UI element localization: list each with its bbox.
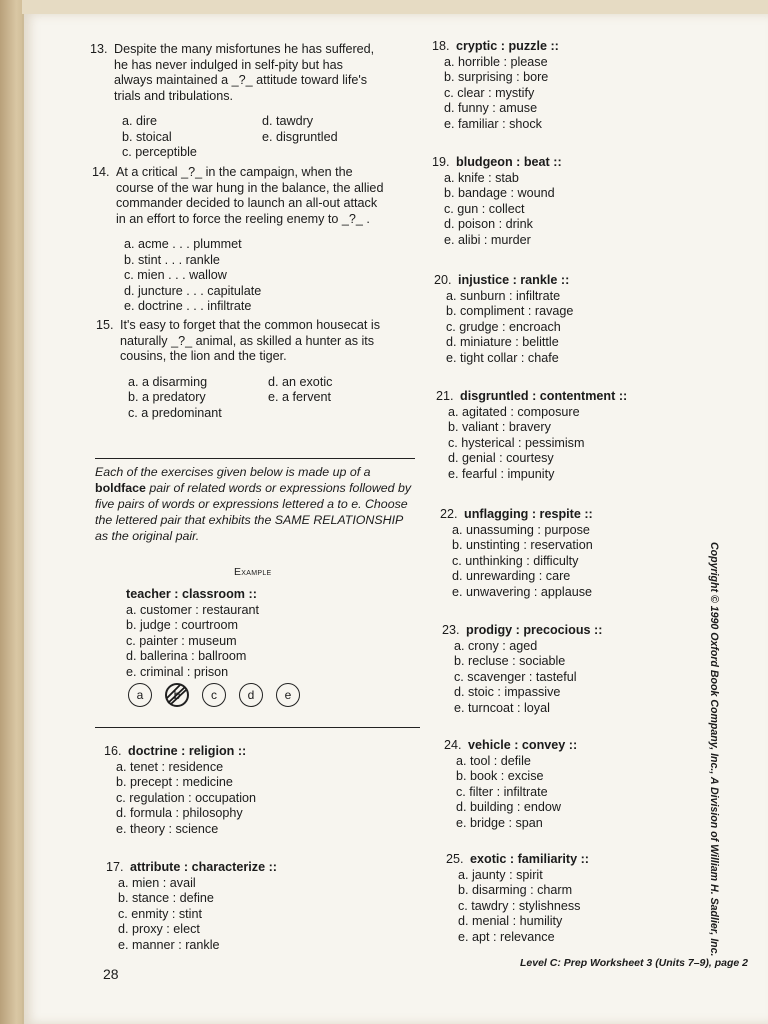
option: e. criminal : prison — [126, 664, 229, 679]
page-number: 28 — [103, 966, 119, 982]
bubble-letter: a — [136, 688, 144, 702]
option: e. unwavering : applause — [452, 584, 593, 599]
option: b. bandage : wound — [444, 186, 555, 200]
option: c. clear : mystify — [444, 85, 535, 100]
option: c. regulation : occupation — [116, 790, 257, 805]
option: d. building : endow — [456, 800, 562, 814]
instructions-text: pair of related words or expressions followed by five pairs of words or expressions lettered a to e. Choose the lettered pair that exhibits the SAME RELATIONSHIP as the original pair. — [95, 481, 412, 543]
analogy-pair: exotic : familiarity :: — [470, 852, 589, 866]
option: c. tawdry : stylishness — [458, 898, 581, 913]
analogy-instructions — [95, 464, 415, 544]
analogy-head — [444, 738, 704, 754]
section-divider — [95, 458, 415, 459]
option: b. disarming : charm — [458, 883, 573, 897]
option: c. painter : museum — [126, 633, 237, 648]
option: b. valiant : bravery — [448, 420, 551, 434]
analogy-head — [104, 744, 364, 760]
option: b. book : excise — [456, 769, 544, 783]
question-21 — [436, 389, 706, 482]
question-number: 13. — [90, 42, 108, 56]
option: c. filter : infiltrate — [456, 784, 548, 799]
question-number: 17. — [106, 860, 124, 874]
bubble-letter: d — [247, 688, 255, 702]
question-17 — [106, 860, 366, 953]
option: e. doctrine . . . infiltrate — [124, 299, 252, 313]
option: e. tight collar : chafe — [446, 350, 559, 365]
option: d. formula : philosophy — [116, 806, 243, 820]
option: a. knife : stab — [444, 170, 519, 185]
option: e. apt : relevance — [458, 929, 555, 944]
stem-line: commander decided to launch an all-out attack — [116, 196, 378, 210]
option: a. tenet : residence — [116, 759, 224, 774]
question-number: 16. — [104, 744, 122, 758]
option: d. stoic : impassive — [454, 685, 561, 699]
answer-options — [446, 868, 706, 946]
option: e. turncoat : loyal — [454, 700, 550, 715]
answer-options — [440, 523, 710, 601]
option: c. scavenger : tasteful — [454, 669, 577, 684]
analogy-head — [440, 507, 710, 523]
answer-options — [90, 114, 410, 161]
stem-line: in an effort to force the reeling enemy to _?_ . — [116, 211, 370, 226]
question-19 — [432, 155, 692, 248]
analogy-pair: attribute : characterize :: — [130, 860, 277, 874]
analogy-pair: prodigy : precocious :: — [466, 623, 603, 637]
question-23 — [442, 623, 712, 716]
question-15 — [96, 318, 416, 421]
pencil-mark-icon — [165, 683, 189, 707]
option: a. tool : defile — [456, 753, 531, 768]
stem-line: naturally _?_ animal, as skilled a hunter as its — [120, 333, 375, 348]
question-number: 22. — [440, 507, 458, 521]
analogy-head — [434, 273, 694, 289]
question-14 — [92, 165, 412, 315]
question-22 — [440, 507, 710, 600]
page-footer: Level C: Prep Worksheet 3 (Units 7–9), page 2 — [520, 957, 748, 969]
option: e. alibi : murder — [444, 232, 531, 247]
answer-options — [104, 760, 364, 838]
example-analogy — [126, 587, 376, 680]
question-number: 14. — [92, 165, 110, 179]
answer-options — [96, 375, 416, 422]
question-stem — [90, 42, 410, 104]
option: d. an exotic — [268, 374, 333, 389]
stem-line: Despite the many misfortunes he has suffered, — [114, 42, 375, 56]
analogy-head — [446, 852, 706, 868]
option — [268, 406, 408, 422]
stem-line: he has never indulged in self-pity but has — [114, 57, 343, 72]
section-divider — [95, 727, 420, 728]
answer-options — [106, 876, 366, 954]
analogy-pair: disgruntled : contentment :: — [460, 389, 628, 403]
copyright-notice: Copyright © 1990 Oxford Book Company, Inc., A Division of William H. Sadlier, Inc. — [708, 542, 720, 957]
bubble-e[interactable] — [276, 683, 300, 707]
analogy-head — [106, 860, 366, 876]
question-number: 18. — [432, 39, 450, 53]
stem-line: always maintained a _?_ attitude toward life's — [114, 73, 368, 87]
option: b. a predatory — [128, 390, 206, 404]
question-13 — [90, 42, 410, 161]
question-16 — [104, 744, 364, 837]
answer-options — [432, 171, 692, 249]
example-options — [126, 603, 376, 681]
option: c. mien . . . wallow — [124, 268, 227, 282]
question-number: 24. — [444, 738, 462, 752]
option: e. theory : science — [116, 821, 219, 836]
analogy-head — [432, 39, 692, 55]
option: c. a predominant — [128, 405, 222, 420]
analogy-pair: vehicle : convey :: — [468, 738, 578, 752]
option: e. familiar : shock — [444, 116, 542, 131]
option: b. surprising : bore — [444, 70, 549, 84]
question-20 — [434, 273, 694, 366]
option: c. unthinking : difficulty — [452, 553, 579, 568]
bubble-letter: e — [284, 688, 292, 702]
bubble-d[interactable] — [239, 683, 263, 707]
option: a. acme . . . plummet — [124, 237, 242, 251]
option: a. sunburn : infiltrate — [446, 288, 561, 303]
option: d. proxy : elect — [118, 922, 200, 936]
instructions-text: Each of the exercises given below is made up of a — [95, 465, 371, 479]
option: b. compliment : ravage — [446, 304, 574, 318]
stem-line: At a critical _?_ in the campaign, when the — [116, 165, 353, 179]
option: d. poison : drink — [444, 217, 533, 231]
bubble-letter: c — [211, 688, 217, 702]
question-stem — [92, 165, 412, 227]
answer-options — [92, 237, 412, 315]
option: d. ballerina : ballroom — [126, 649, 247, 663]
option: a. agitated : composure — [448, 404, 580, 419]
option: a. unassuming : purpose — [452, 522, 590, 537]
option: d. tawdry — [262, 114, 314, 128]
option: e. disgruntled — [262, 129, 338, 144]
analogy-pair: cryptic : puzzle :: — [456, 39, 559, 53]
question-24 — [444, 738, 704, 831]
option: a. mien : avail — [118, 875, 196, 890]
answer-options — [442, 639, 712, 717]
analogy-pair: doctrine : religion :: — [128, 744, 247, 758]
analogy-pair: bludgeon : beat :: — [456, 155, 562, 169]
option: c. perceptible — [122, 145, 197, 159]
page-top-edge — [22, 0, 768, 14]
answer-options — [436, 405, 706, 483]
question-stem — [96, 318, 416, 365]
option: e. a fervent — [268, 390, 332, 404]
bubble-c[interactable] — [202, 683, 226, 707]
bubble-b-marked[interactable] — [165, 683, 189, 707]
option: b. precept : medicine — [116, 775, 233, 789]
option: b. unstinting : reservation — [452, 538, 593, 552]
option: d. funny : amuse — [444, 101, 538, 115]
instructions-boldface: boldface — [95, 481, 146, 495]
question-number: 15. — [96, 318, 114, 332]
analogy-pair: injustice : rankle :: — [458, 273, 570, 287]
option: e. bridge : span — [456, 815, 543, 830]
stem-line: course of the war hung in the balance, the allied — [116, 180, 384, 195]
option: d. unrewarding : care — [452, 569, 571, 583]
question-number: 19. — [432, 155, 450, 169]
question-18 — [432, 39, 692, 132]
question-number: 21. — [436, 389, 454, 403]
analogy-head — [432, 155, 692, 171]
answer-bubbles — [128, 683, 300, 707]
option: d. menial : humility — [458, 914, 563, 928]
option: c. grudge : encroach — [446, 319, 561, 334]
analogy-pair: unflagging : respite :: — [464, 507, 593, 521]
question-number: 25. — [446, 852, 464, 866]
option: a. dire — [122, 114, 158, 128]
option: c. hysterical : pessimism — [448, 435, 585, 450]
answer-options — [432, 55, 692, 133]
stem-line: cousins, the lion and the tiger. — [120, 349, 287, 363]
option: a. horrible : please — [444, 54, 548, 69]
stem-line: trials and tribulations. — [114, 88, 234, 103]
example-head: teacher : classroom :: — [126, 587, 257, 601]
stem-line: It's easy to forget that the common housecat is — [120, 318, 381, 332]
option: d. genial : courtesy — [448, 451, 554, 465]
bubble-a[interactable] — [128, 683, 152, 707]
question-number: 23. — [442, 623, 460, 637]
option: b. stoical — [122, 129, 172, 144]
option: b. stance : define — [118, 891, 214, 905]
option: a. crony : aged — [454, 638, 538, 653]
answer-options — [444, 754, 704, 832]
bubble-letter: b — [173, 688, 181, 702]
option: a. a disarming — [128, 374, 208, 389]
option — [262, 145, 402, 161]
analogy-head — [442, 623, 712, 639]
option: a. customer : restaurant — [126, 602, 259, 617]
option: b. stint . . . rankle — [124, 252, 220, 267]
analogy-head — [436, 389, 706, 405]
question-number: 20. — [434, 273, 452, 287]
option: c. enmity : stint — [118, 906, 202, 921]
option: e. fearful : impunity — [448, 466, 555, 481]
option: a. jaunty : spirit — [458, 867, 543, 882]
option: c. gun : collect — [444, 201, 525, 216]
option: e. manner : rankle — [118, 937, 220, 952]
example-label: Example — [234, 566, 272, 578]
option: d. miniature : belittle — [446, 335, 559, 349]
option: d. juncture . . . capitulate — [124, 283, 262, 298]
option: b. judge : courtroom — [126, 618, 239, 632]
option: b. recluse : sociable — [454, 654, 566, 668]
question-25 — [446, 852, 706, 945]
answer-options — [434, 289, 694, 367]
